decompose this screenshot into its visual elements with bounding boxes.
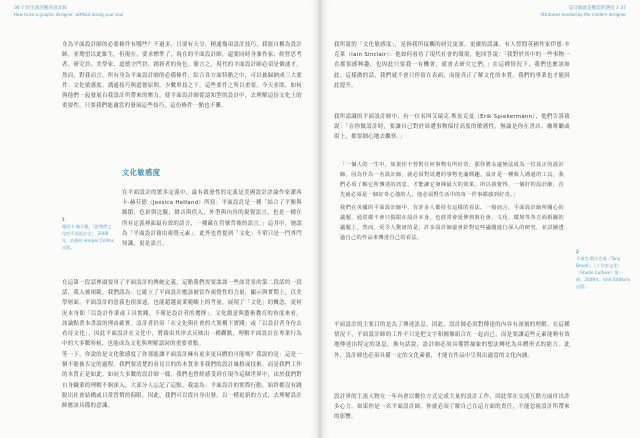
right-quote-2: 我們在英國的平面設計師中，有許多人都持有這樣的看法。一般而言，平面設計師所關心的議題，通常都不會只侷限在設計本身，也經常會延伸到與社會、文化、環境等各方面相關的議題上。然而，更令人驚訝的是，許多設計師還會針對這些議題進行深入的研究，並試圖透過自己的作品來傳達自己的看法。: [340, 205, 564, 241]
left-section-block: [122, 188, 302, 252]
left-sidenote: [62, 216, 114, 251]
right-header-subtitle: Attributes needed by the modern designer: [540, 12, 626, 17]
section-title-cultural-sensitivity: 文化敏感度: [122, 168, 161, 177]
right-body-block-3: [334, 320, 570, 364]
right-sidenote: [576, 248, 630, 290]
left-body-block-3: [62, 350, 302, 414]
right-paragraph-1: 我所說的「文化敏感度」，是指我所接觸的研究更深，更廣的認識。有人曾問英國作家伊恩‧辛克萊（Iain Sinclair）：他如何看待了現代社會的環境，他回答說：「我對於其中的一些事物一直都很感興趣，也因此只要我一有機會，就會去研究它們。」在這種情況下，我們也應該如此。這樣做的話，我們就不會只停留在表面，而能真正了解文化的本質。我們的專業也才能因此提升。: [334, 42, 570, 89]
right-paragraph-3: 平面設計的主要目的是為了傳達訊息，因此，設計師必須對傳達的內容有深刻的理解。在這種情況下，平面設計師的工作不只是把文字和圖像組合在一起而已，而是要讓這些元素能夠有效地傳達出特定的訊息。換句話說，設計師必須具備將抽象的想法轉化為具體形式的能力。此外，設計師也必須具備一定的文化素養，才能在作品中呈現出適當的文化內涵。: [334, 322, 570, 359]
left-paragraph-3: 等一下，你說的是文化敏感度了你那能讓平面設計擁有更多更具體的可能嗎？我說的是：這是一個不能被否定的過程。我們要清楚的看見目的的本質並非我們的設計風格或技術，而是我們工作的本質正是如此。如同大多數的設計師一樣，我們也曾經感受到在現今這個世界中，由於我們對自身職業的理解不夠深入，大部分人忘記了這點。我認為：平面設計的實際行動，始終都沒有跳脫出社會結構或日常習慣的侷限。因此，我們可以從自身出發，以一種更新的方式，去理解設計師應該具備的意識。: [62, 352, 302, 410]
right-header-title: 設計師就是應能的態度: [568, 6, 615, 11]
left-page: [0, 0, 318, 438]
left-header-title: 陌生就該應該設計師: [25, 6, 67, 11]
left-header-subtitle: How to be a graphic designer, without losing your soul: [14, 12, 124, 17]
left-sidenote-text: 潔西卡‧赫芬德，〈給我們文化的平面設計史〉，2008 年，收錄於 Harper Collins 出版。: [62, 224, 114, 250]
left-sidenote-number: 1: [62, 217, 65, 222]
right-page: [322, 0, 640, 438]
left-body-block-2: [62, 278, 302, 352]
right-quote-block: [340, 160, 564, 246]
left-running-header: 36 / 陌生就該應該設計師 How to be a graphic designer, without losing your soul: [14, 6, 124, 17]
right-running-header: 設計師就是應能的態度 / 37 Attributes needed by the modern designer: [540, 6, 626, 17]
right-paragraph-2: 我所認識的平面設計師中，有一位名叫艾瑞克‧斯皮克曼（Erik Spiekermann），他們告訴我說：「在你做設計時，要讓自己對於周遭事物保持高度的敏感性，無論是你在書店、咖啡廳或街上，都要細心地去觀察。」: [334, 114, 570, 141]
right-sidenote-number: 2: [576, 249, 579, 254]
right-body-block-1: [334, 40, 570, 94]
right-quote-1: 「一個人的一生中，如果你不曾對任何事物有所好奇，那你將永遠無法成為一位真正的設計師。因為作為一名設計師，就必須對周遭的事物充滿興趣。設計是一種與人溝通的工具，我們必須了解它所傳達的訊息，才能讓它發揮最大的效果。所以我覺得，一個好的設計師，首先就必須是一個好奇心強的人，他必須對生活中的每一件事都感到好奇。」: [340, 162, 564, 198]
left-paragraph-2: 在這第一段話裡頭要用了平面設計的傳統定義，這點我們需要談談一些該背景的第二段話的一段話，我入被規範。我們認為：它確立了平面設計應該被當作視覺性的力量，顯示與實際上，以美學層面，平面設計的意義也很深遠，也能超越商業範疇上的考量，展現了「文化」的概念，更何況本身即「以設計作業或工具實踐，不僅是設計者的選擇」。文化創意與藝術教育的角度來看，該論點著本書說的理由確實。設計者仍須「在文化與社會的大架構下實踐」或「以設計者身份去看待文化」，因此平面設計在文化中，將藉由其形式反映出一種觀點，理解平面設計在專業行為中的大多數時候，也能成為文化與理解認同的重要重點。: [62, 280, 302, 348]
right-paragraph-4: 設計界的主流人物在一年內會以數位方式完成大量的設計工作，因此常在交流互動方面付出許多心力。如果你是一名平面設計師，你就必須了解自己在這方面的責任，不能忽視設計所帶來的影響。: [334, 394, 570, 421]
left-intro-paragraph: 身為平面設計師的必要條件有哪些？不過多，只要有天分，精通幾項設計技巧，我能自稱為設計師，並期望以此維生。但現在，要求標準了，現在的平面設計師，還要同時身兼作家、經營思考者、研究員、美學家、道德守門員、創新者的角色。簡言之，現代的平面設計師必須是個通才，然而，對我而言，所有身為平面設計師的必備條件，綜合各方面特點之中，可以被歸納成三大要件：文化敏感度、溝通技巧與道德原則。少數單技之下，這些要件之所以重要，今天並即，如何與他們一起發展自我設計所帶來的壓力，使平面設計師從認知型的設計中，去理解這份文化上的重要性，只要我們能適當的發展這些技巧，這份條件一點也不難。: [62, 42, 302, 110]
left-section-paragraph: 在平面設計的繁多定義中，最有啟發性的定義是美國設計評論作家潔西卡‧赫芬德（Jessica Helfand）所寫：平面設計是一種「結合了平衡與細節，色彩與比擬，聲音與伏入，外型與內容的視覺語言，也是一種在所有定義裡面最有效的語言，一種藏在符號背後的語言。」這其中，她認為「平面設計藉由視覺元素」。此外也曾提到「文化」不單只是一門專門知識，更是語言。: [122, 190, 302, 248]
left-page-number: 36: [14, 6, 20, 11]
right-body-block-4: [334, 392, 570, 426]
right-body-block-2: [334, 112, 570, 146]
right-page-number: 37: [620, 6, 626, 11]
left-intro-block: [62, 40, 302, 114]
right-sidenote-text: 艾瑞克‧斯皮克曼（Tony Brook），〈工作室文化〉（Studio Culture）第一冊，2009年，Unit Editions 出版。: [576, 256, 630, 289]
